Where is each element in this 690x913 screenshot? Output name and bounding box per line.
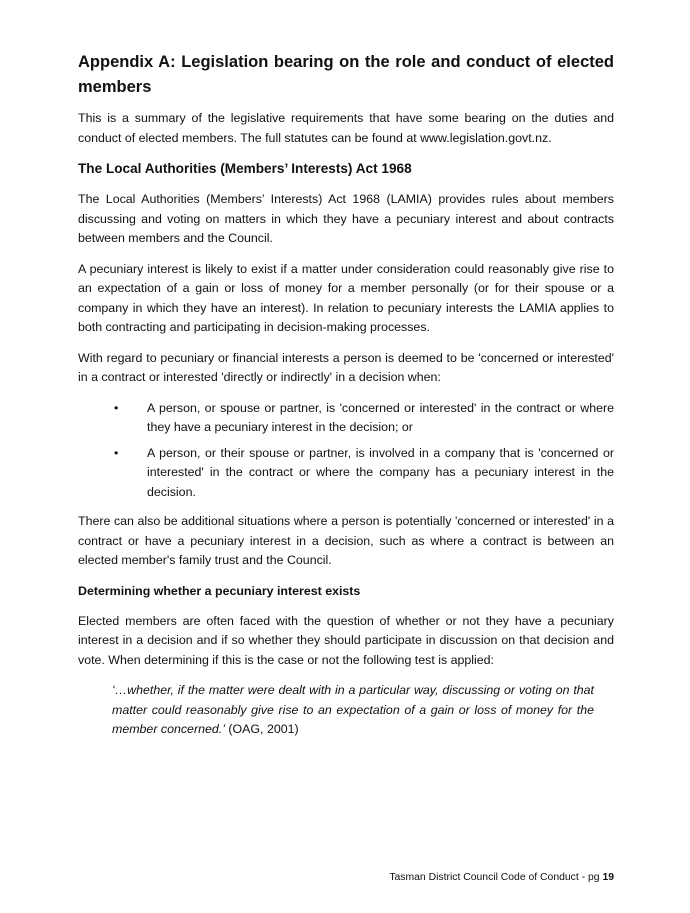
lamia-paragraph-1: The Local Authorities (Members’ Interests) Act 1968 (LAMIA) provides rules about members discussing and voting on matters in which they have a pecuniary interest and about contracts between members and the Council. bbox=[78, 192, 614, 245]
bullet-text: A person, or spouse or partner, is 'concerned or interested' in the contract or where they have a pecuniary interest in the decision; or bbox=[147, 400, 614, 434]
block-quote bbox=[112, 681, 594, 740]
lamia-paragraph-2: A pecuniary interest is likely to exist if a matter under consideration could reasonably give rise to an expectation of a gain or loss of money for a member personally (or for their spouse or a company in which they have an interest). In relation to pecuniary interests the LAMIA applies to both contracting and participating in decision-making processes. bbox=[78, 261, 614, 334]
page-title: Appendix A: Legislation bearing on the role and conduct of elected members bbox=[78, 53, 614, 96]
bullet-icon: • bbox=[114, 400, 119, 415]
footer-text: Tasman District Council Code of Conduct - pg bbox=[389, 872, 603, 883]
page-number: 19 bbox=[602, 872, 614, 883]
intro-paragraph: This is a summary of the legislative requirements that have some bearing on the duties and conduct of elected members. The full statutes can be found at www.legislation.govt.nz. bbox=[78, 111, 614, 145]
section-heading-pecuniary: Determining whether a pecuniary interest exists bbox=[78, 583, 361, 598]
bullet-list bbox=[78, 399, 614, 503]
document-page bbox=[78, 50, 614, 740]
pecuniary-paragraph-1: Elected members are often faced with the question of whether or not they have a pecuniary interest in a decision and if so whether they should participate in discussion on that decision and vote. When determining if this is the case or not the following test is applied: bbox=[78, 613, 614, 667]
quote-text: ‘…whether, if the matter were dealt with in a particular way, discussing or voting on that matter could reasonably give rise to an expectation of a gain or loss of money for the member concerned.’ bbox=[112, 683, 594, 736]
page-footer bbox=[389, 871, 614, 885]
section-heading-lamia: The Local Authorities (Members’ Interests) Act 1968 bbox=[78, 161, 412, 176]
list-item bbox=[78, 444, 614, 503]
bullet-icon: • bbox=[114, 445, 119, 460]
list-item bbox=[78, 399, 614, 438]
quote-citation: (OAG, 2001) bbox=[224, 722, 299, 736]
lamia-paragraph-3: With regard to pecuniary or financial interests a person is deemed to be 'concerned or interested' in a contract or interested 'directly or indirectly' in a decision when: bbox=[78, 350, 614, 384]
bullet-text: A person, or their spouse or partner, is involved in a company that is 'concerned or interested' in the contract or where the company has a pecuniary interest in the decision. bbox=[147, 445, 614, 499]
lamia-paragraph-4: There can also be additional situations where a person is potentially 'concerned or interested' in a contract or have a pecuniary interest in a decision, such as where a contract is between an elected member's family trust and the Council. bbox=[78, 514, 614, 567]
